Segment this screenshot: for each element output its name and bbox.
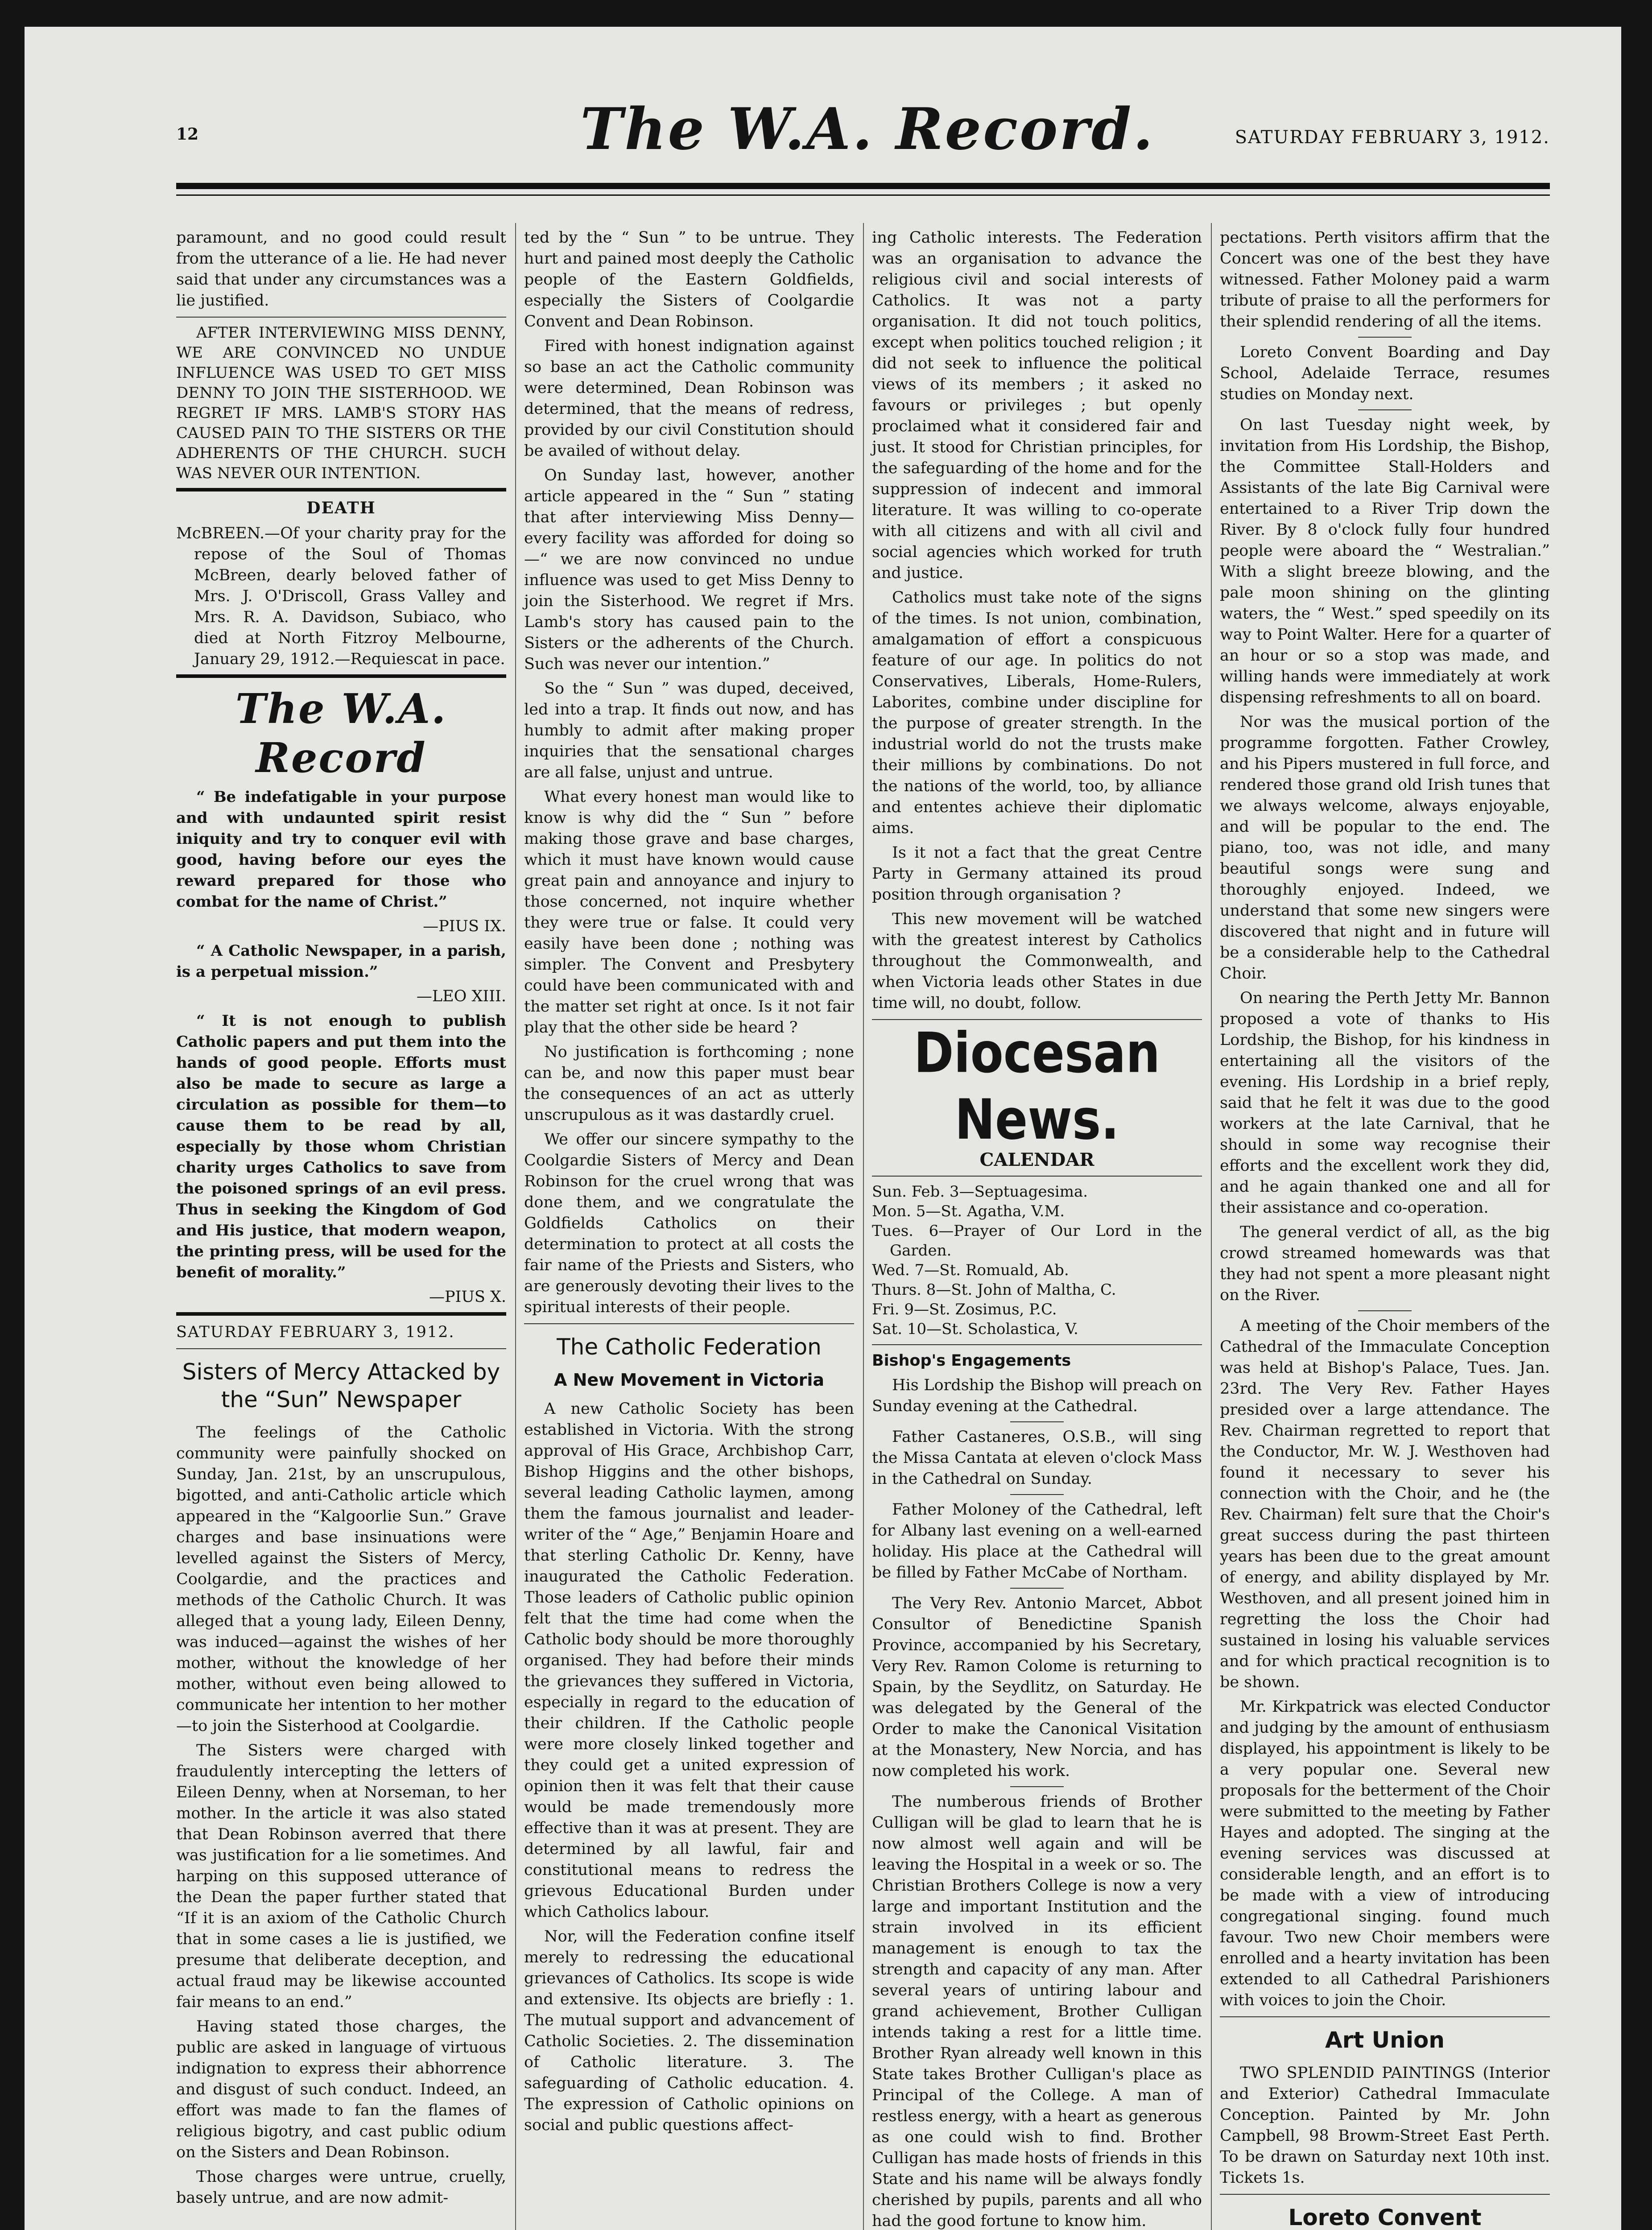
news-item: A meeting of the Choir members of the Cathedral of the Immaculate Conception was held at Bishop's Palace, Tues. Jan. 23rd. The Very Rev. Father Hayes presided over a large attendance. The Rev. Chairman regretted to report that the Conductor, Mr. W. J. Westhoven had found it necessary to sever his connection with the Choir, and he (the Rev. Chairman) felt sure that the Choir's great success during the past thirteen years has been due to the great amount of energy, and ability displayed by Mr. Westhoven, and all present joined him in regretting the loss the Choir had sustained in losing his valuable services and for which practical recognition is to be shown. [1220,1317,1550,1691]
masthead-rule-thin [176,194,1550,196]
divider [1358,337,1412,338]
quote-signature: —PIUS IX. [423,917,506,935]
news-item: On nearing the Perth Jetty Mr. Bannon proposed a vote of thanks to His Lordship, the Bishop, for his kindness in entertaining all the visitors of the evening. His Lordship in a brief reply, said that he felt it was due to the good workers at the late Carnival, that he should in some way recognise their efforts and the excellent work they did, and he again thanked one and all for their assistance and co-operation. [1220,989,1550,1217]
news-item: Father Moloney of the Cathedral, left for Albany last evening on a well-earned holiday. His place at the Cathedral will be filled by Father McCabe of Northam. [872,1501,1202,1582]
news-item: On last Tuesday night week, by invitation from His Lordship, the Bishop, the Committee Stall-Holders and Assistants of the late Big Carnival were entertained to a River Trip down the River. By 8 o'clock fully four hundred people were aboard the “ Westralian.” With a slight breeze blowing, and the pale moon shining on the glinting waters, the “ West.” sped speedily on its way to Point Walter. Here for a quarter of an hour or so a stop was made, and willing hands were immediately at work dispensing refreshments to all on board. [1220,416,1550,706]
news-item: Mr. Kirkpatrick was elected Conductor and judging by the amount of enthusiasm displayed, his appointment is likely to be a very popular one. Several new proposals for the betterment of the Choir were submitted to the meeting by Father Hayes and adopted. The singing at the evening services was discussed at considerable length, and an effort is to be made with a view of introducing congregational singing. found much favour. Two new Choir members were enrolled and a hearty invitation has been extended to all Cathedral Parishioners with voices to join the Choir. [1220,1698,1550,2009]
news-item: Father Castaneres, O.S.B., will sing the Missa Cantata at eleven o'clock Mass in the Cathedral on Sunday. [872,1428,1202,1488]
death-notice: McBREEN.—Of your charity pray for the repose of the Soul of Thomas McBreen, dearly beloved father of Mrs. J. O'Driscoll, Grass Valley and Mrs. R. A. Davidson, Subiaco, who died at North Fitzroy Melbourne, January 29, 1912.—Requiescat in pace. [176,524,506,668]
article-paragraph: Catholics must take note of the signs of the times. Is not union, combination, amalgamation of effort a conspicuous feature of our age. In politics do not Conservatives, Liberals, Home-Rulers, Laborites, combine under discipline for the purpose of greater strength. In the industrial world do not the trusts make their millions by combinations. Do not the nations of the world, too, by alliance and ententes achieve their diplomatic aims. [872,589,1202,837]
news-item: The general verdict of all, as the big crowd streamed homewards was that they had not spent a more pleasant night on the River. [1220,1223,1550,1304]
record-logo: The W.A. Record [235,685,447,782]
calendar-entry: Sat. 10—St. Scholastica, V. [872,1320,1078,1338]
article-paragraph: The feelings of the Catholic community were painfully shocked on Sunday, Jan. 21st, by an unscrupulous, bigotted, and anti-Catholic article which appeared in the “Kalgoorlie Sun.” Grave charges and base insinuations were levelled against the Sisters of Mercy, Coolgardie, and the practices and methods of the Catholic Church. It was alleged that a young lady, Eileen Denny, was induced—against the wishes of her mother, without the knowledge of her mother, without even being allowed to communicate her intention to her mother—to join the Sisterhood at Coolgardie. [176,1424,506,1735]
news-item: His Lordship the Bishop will preach on Sunday evening at the Cathedral. [872,1376,1202,1415]
divider [176,674,506,678]
column-divider [515,223,516,2230]
article-paragraph: What every honest man would like to know is why did the “ Sun ” before making those grave and base charges, which it must have known would cause great pain and annoyance and injury to those concerned, not inquire whether they were true or false. It could very easily have been done ; nothing was simpler. The Convent and Presbytery could have been communicated with and the matter set right at once. Is it not fair play that the other side be heard ? [524,788,854,1037]
divider [872,1344,1202,1345]
column-4 [1220,227,1550,2230]
article-paragraph: So the “ Sun ” was duped, deceived, led into a trap. It finds out now, and has humbly to admit after making proper inquiries that the sensational charges are all false, unjust and untrue. [524,680,854,781]
divider [1358,1310,1412,1311]
quote-pius-x: “ It is not enough to publish Catholic papers and put them into the hands of good people. Efforts must also be made to secure as large a circulation as possible for them—to cause them to be read by all, especially by those whom Christian charity urges Catholics to save from the poisoned springs of an evil press. Thus in seeking the Kingdom of God and His justice, that modern weapon, the printing press, will be used for the benefit of morality.” [176,1012,506,1281]
death-notice-heading: DEATH [306,499,376,517]
art-union-heading: Art Union [1325,2027,1445,2053]
column-1 [176,227,506,2230]
article-paragraph: No justification is forthcoming ; none can be, and now this paper must bear the consequences of an act as utterly unscrupulous as it was dastardly cruel. [524,1043,854,1124]
news-item: Loreto Convent Boarding and Day School, Adelaide Terrace, resumes studies on Monday next. [1220,343,1550,403]
divider [1010,1786,1064,1787]
newspaper-sheet [25,27,1621,2230]
masthead-rule-thick [176,183,1550,189]
article-paragraph: The Sisters were charged with fraudulently intercepting the letters of Eileen Denny, when at Norseman, to her mother. In the article it was also stated that Dean Robinson averred that there was justification for a lie sometimes. And harping on this supposed utterance of the Dean the paper further stated that “If it is an axiom of the Catholic Church that in some cases a lie is justified, we presume that deliberate deception, and actual fraud may be likewise accounted fair means to an end.” [176,1742,506,2011]
diocesan-news-heading: Diocesan News. [913,1021,1161,1152]
calendar-entry: Wed. 7—St. Romuald, Ab. [872,1261,1069,1279]
page-number: 12 [176,125,199,144]
article-headline: Sisters of Mercy Attacked by the “Sun” Newspaper [182,1359,500,1412]
divider [176,317,506,318]
divider [1010,1421,1064,1422]
divider [872,1176,1202,1177]
divider [1220,2194,1550,2195]
loreto-heading: Loreto Convent [1288,2205,1482,2230]
editorial-date: SATURDAY FEBRUARY 3, 1912. [176,1323,455,1341]
bishop-engagements-heading: Bishop's Engagements [872,1352,1071,1370]
article-paragraph: Fired with honest indignation against so base an act the Catholic community were determined, Dean Robinson was determined, that the means of redress, provided by our civil Constitution should be availed of without delay. [524,337,854,460]
art-union-text: TWO SPLENDID PAINTINGS (Interior and Exterior) Cathedral Immaculate Conception. Painted by Mr. John Campbell, 98 Browm-Street East Perth. To be drawn on Saturday next 10th inst. Tickets 1s. [1220,2064,1550,2187]
quote-signature: —PIUS X. [429,1288,506,1306]
article-paragraph: We offer our sincere sympathy to the Coolgardie Sisters of Mercy and Dean Robinson for the cruel wrong that was done them, and we congratulate the Goldfields Catholics on their determination to protect at all costs the fair name of the Priests and Sisters, who are generously devoting their lives to the spiritual interests of their people. [524,1131,854,1316]
divider [524,1323,854,1324]
newspaper-page [176,54,1550,2230]
divider [1010,1588,1064,1589]
article-paragraph: Is it not a fact that the great Centre Party in Germany attained its proud position through organisation ? [872,844,1202,904]
calendar-list [872,1182,1202,1339]
divider [176,1348,506,1349]
quote-signature: —LEO XIII. [416,987,506,1005]
divider [176,1312,506,1316]
article-paragraph: ing Catholic interests. The Federation was an organisation to advance the religious civil and social interests of Catholics. It was not a party organisation. It did not touch politics, except when politics touched religion ; it did not seek to influence the political views of its members ; it asked no favours or privileges ; but openly proclaimed what it considered fair and just. It stood for Christian principles, for the safeguarding of the home and for the suppression of indecent and immoral literature. It was willing to co-operate with all citizens and with all civil and social agencies which worked for truth and justice. [872,229,1202,582]
federation-headline: The Catholic Federation [557,1334,822,1360]
divider [1010,1494,1064,1495]
article-paragraph: Having stated those charges, the public are asked in language of virtuous indignation to express their abhorrence and disgust of such conduct. Indeed, an effort was made to fan the flames of religious bigotry, and cast public odium on the Sisters and Dean Robinson. [176,2018,506,2161]
article-paragraph: pectations. Perth visitors affirm that the Concert was one of the best they have witnessed. Father Moloney paid a warm tribute of praise to all the performers for their splendid rendering of all the items. [1220,229,1550,330]
calendar-entry: Sun. Feb. 3—Septuagesima. [872,1183,1088,1201]
article-paragraph: ted by the “ Sun ” to be untrue. They hurt and pained most deeply the Catholic people of the Eastern Goldfields, especially the Sisters of Coolgardie Convent and Dean Robinson. [524,229,854,330]
federation-subheadline: A New Movement in Victoria [553,1370,825,1390]
article-paragraph: Nor, will the Federation confine itself merely to redressing the educational grievances of Catholics. Its scope is wide and extensive. Its objects are briefly : 1. The mutual support and advancement of Catholic Societies. 2. The dissemination of Catholic literature. 3. The safeguarding of Catholic education. 4. The expression of Catholic opinions on social and public questions affect- [524,1928,854,2134]
news-item: Nor was the musical portion of the programme forgotten. Father Crowley, and his Pipers mustered in full force, and rendered those grand old Irish tunes that we always welcome, always enjoyable, and will be popular to the end. The piano, too, was not idle, and many beautiful songs were sung and thoroughly enjoyed. Indeed, we understand that some new singers were discovered that night and in future will be a considerable help to the Cathedral Choir. [1220,713,1550,983]
column-divider [1211,223,1212,2230]
issue-date: SATURDAY FEBRUARY 3, 1912. [1235,127,1550,148]
calendar-entry: Thurs. 8—St. John of Maltha, C. [872,1281,1116,1299]
article-paragraph: A new Catholic Society has been established in Victoria. With the strong approval of His Grace, Archbishop Carr, Bishop Higgins and the other bishops, several leading Catholic laymen, among them the famous journalist and leader-writer of the “ Age,” Benjamin Hoare and that sterling Catholic Dr. Kenny, have inaugurated the Catholic Federation. Those leaders of Catholic public opinion felt that the time had come when the Catholic body should be more thoroughly organised. They had before their minds the grievances they suffered in Victoria, especially in regard to the education of their children. If the Catholic people were more closely linked together and they could get a united expression of opinion then it was felt that their cause would be made tremendously more effective than it was at present. They are determined by all lawful, fair and constitutional means to redress the grievous Educational Burden under which Catholics labour. [524,1400,854,1921]
article-continuation: paramount, and no good could result from the utterance of a lie. He had never said that under any circumstances was a lie justified. [176,229,506,310]
divider [1220,2016,1550,2017]
quote-pius-ix: “ Be indefatigable in your purpose and with undaunted spirit resist iniquity and try to conquer evil with good, having before our eyes the reward prepared for those who combat for the name of Christ.” [176,788,506,911]
calendar-heading: CALENDAR [979,1149,1094,1170]
masthead [176,54,1550,169]
sun-retraction: AFTER INTERVIEWING MISS DENNY, WE ARE CONVINCED NO UNDUE INFLUENCE WAS USED TO GET MISS DENNY TO JOIN THE SISTERHOOD. WE REGRET IF MRS. LAMB'S STORY HAS CAUSED PAIN TO THE SISTERS OR THE ADHERENTS OF THE CHURCH. SUCH WAS NEVER OUR INTENTION. [176,324,506,482]
news-item: The numberous friends of Brother Culligan will be glad to learn that he is now almost well again and will be leaving the Hospital in a week or so. The Christian Brothers College is now a very large and important Institution and the strain involved in its efficient management is enough to tax the strength and capacity of any man. After several years of untiring labour and grand achievement, Brother Culligan intends taking a rest for a little time. Brother Ryan already well known in this State takes Brother Culligan's place as Principal of the College. A man of restless energy, with a heart as generous as one could wish to find. Brother Culligan has made hosts of friends in this State and his name will be always fondly cherished by pupils, parents and all who had the good fortune to know him. [872,1793,1202,2230]
calendar-entry: Fri. 9—St. Zosimus, P.C. [872,1301,1057,1318]
calendar-entry: Mon. 5—St. Agatha, V.M. [872,1202,1065,1220]
newspaper-title: The W.A. Record. [580,96,1155,163]
column-3 [872,227,1202,2230]
article-paragraph: This new movement will be watched with the greatest interest by Catholics throughout the Commonwealth, and when Victoria leads other States in due time will, no doubt, follow. [872,910,1202,1012]
article-paragraph: Those charges were untrue, cruelly, basely untrue, and are now admit- [176,2168,506,2207]
column-2 [524,227,854,2230]
calendar-entry: Tues. 6—Prayer of Our Lord in the Garden. [872,1222,1202,1260]
quote-leo-xiii: “ A Catholic Newspaper, in a parish, is a perpetual mission.” [176,942,506,981]
column-divider [863,223,864,2230]
article-paragraph: On Sunday last, however, another article appeared in the “ Sun ” stating that after interviewing Miss Denny—every facility was afforded for doing so—“ we are now convinced no undue influence was used to get Miss Denny to join the Sisterhood. We regret if Mrs. Lamb's story has caused pain to the Sisters or the adherents of the Church. Such was never our intention.” [524,467,854,673]
divider [176,488,506,491]
divider [1358,409,1412,410]
news-item: The Very Rev. Antonio Marcet, Abbot Consultor of Benedictine Spanish Province, accompanied by his Secretary, Very Rev. Ramon Colome is returning to Spain, by the Seydlitz, on Saturday. He was delegated by the General of the Order to make the Canonical Visitation at the Monastery, New Norcia, and has now completed his work. [872,1594,1202,1780]
